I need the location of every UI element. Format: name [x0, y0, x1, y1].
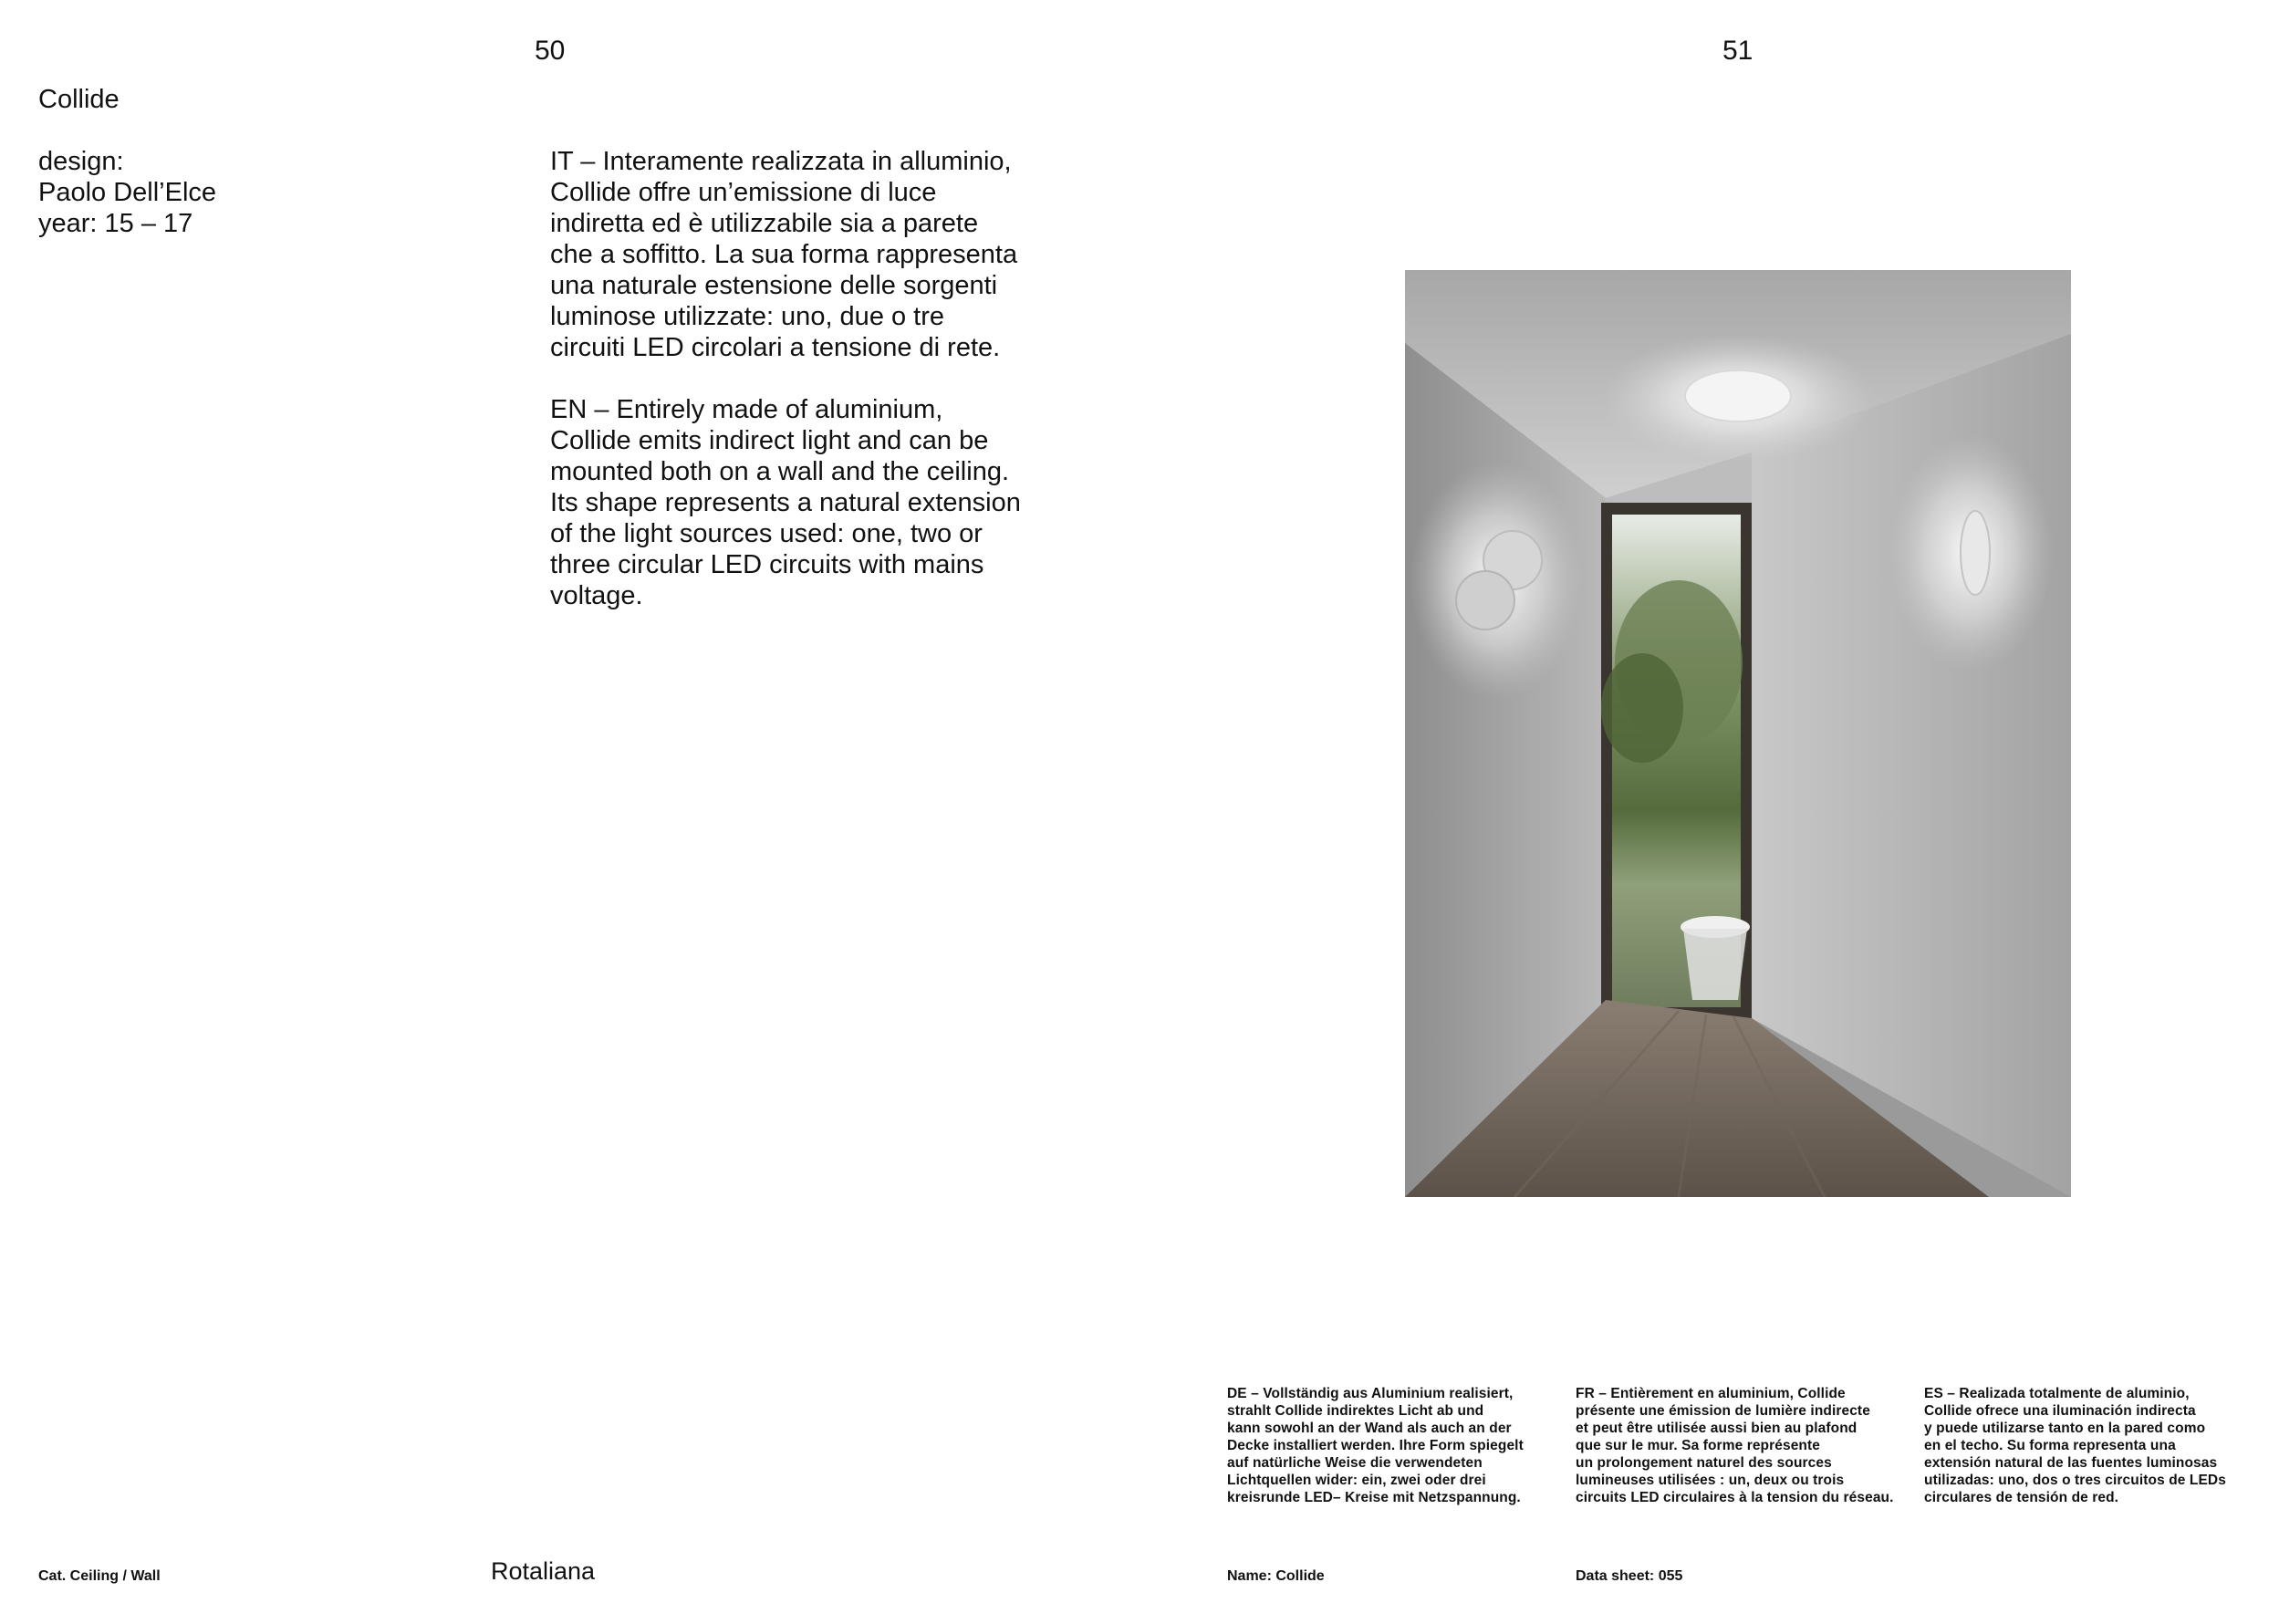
product-photo [1405, 270, 2071, 1197]
design-year: year: 15 – 17 [38, 209, 193, 238]
interior-room-illustration [1405, 270, 2071, 1197]
design-label: design: [38, 147, 124, 176]
description-german: DE – Vollständig aus Aluminium realisiert, strahlt Collide indirektes Licht ab und kann sowohl an der Wand als auch an der Decke installiert werden. Ihre Form spiegelt auf natürliche Weise die verwendeten Lichtquellen wider: ein, zwei oder drei kreisrunde LED– Kreise mit Netzspannung. [1227, 1386, 1524, 1505]
brand-name: Rotaliana [491, 1557, 596, 1585]
footer-category: Cat. Ceiling / Wall [38, 1568, 161, 1584]
footer-product-name: Name: Collide [1227, 1568, 1325, 1584]
description-italian: IT – Interamente realizzata in alluminio, Collide offre un’emissione di luce indiretta ed è utilizzabile sia a parete che a soffitto. La sua forma rappresenta una naturale estensione delle sorgenti luminose utilizzate: uno, due o tre circuiti LED circolari a tensione di rete. [550, 147, 1018, 362]
product-title: Collide [38, 85, 120, 114]
product-info [38, 84, 216, 239]
designer-name: Paolo Dell’Elce [38, 178, 217, 207]
description-spanish: ES – Realizada totalmente de aluminio, Collide ofrece una iluminación indirecta y puede utilizarse tanto en la pared como en el techo. Su forma representa una extensión natural de las fuentes luminosas utilizadas: uno, dos o tres circuitos de LEDs circulares de tensión de red. [1924, 1386, 2226, 1505]
description-french: FR – Entièrement en aluminium, Collide présente une émission de lumière indirecte et peut être utilisée aussi bien au plafond que sur le mur. Sa forme représente un prolongement naturel des sources lumineuses utilisées : un, deux ou trois circuits LED circulaires à la tension du réseau. [1576, 1386, 1894, 1505]
description-english: EN – Entirely made of aluminium, Collide emits indirect light and can be mounted both on a wall and the ceiling. Its shape represents a natural extension of the light sources used: one, two or three circular LED circuits with mains voltage. [550, 395, 1021, 610]
description-main [550, 146, 1098, 611]
page-number-left: 50 [535, 36, 566, 66]
footer-datasheet: Data sheet: 055 [1576, 1568, 1683, 1584]
page-number-right: 51 [1722, 36, 1753, 66]
